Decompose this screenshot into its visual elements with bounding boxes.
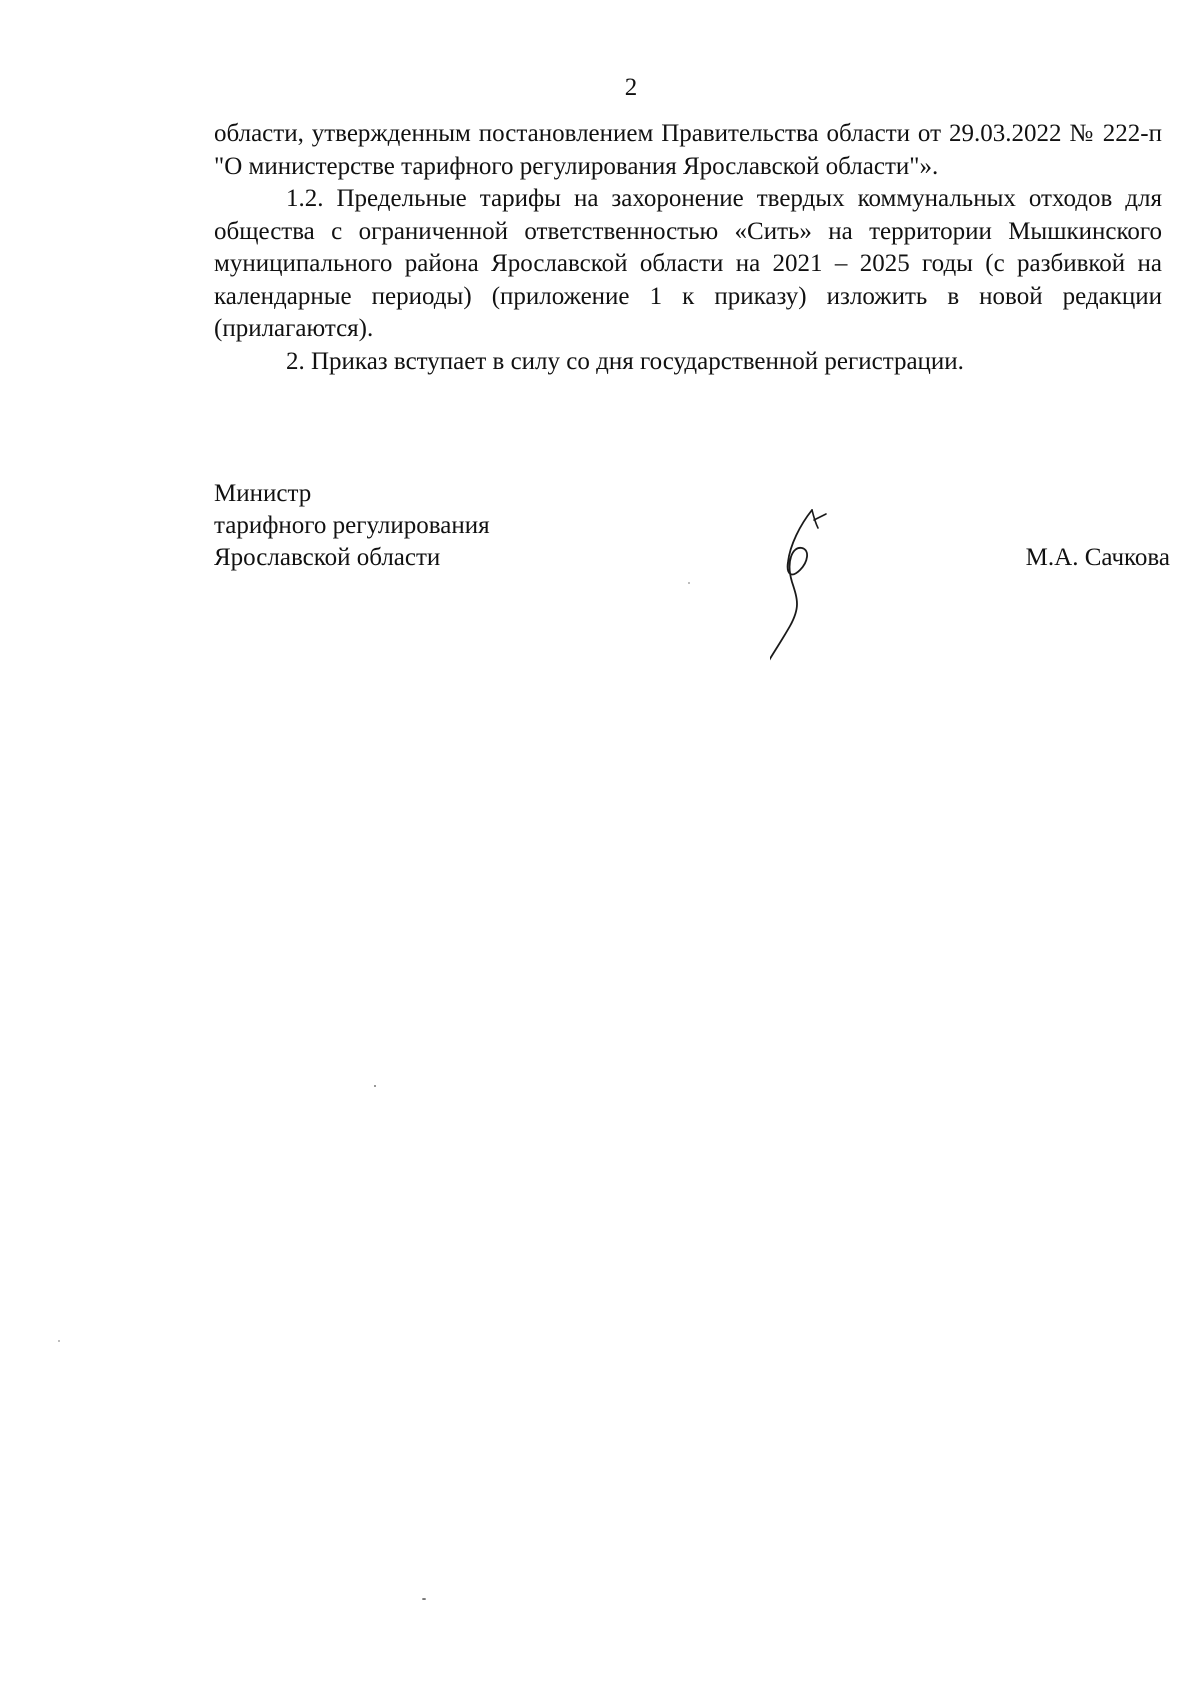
- handwritten-signature: [770, 500, 890, 670]
- paragraph-continuation: области, утвержденным постановлением Правительства области от 29.03.2022 № 222-п "О министерстве тарифного регулирования Ярославской области"».: [214, 120, 1162, 180]
- scan-speck: [422, 1598, 426, 1600]
- paragraph-clause-2: 2. Приказ вступает в силу со дня государственной регистрации.: [286, 347, 964, 375]
- scan-speck: [688, 582, 690, 584]
- position-line: Ярославской области: [214, 544, 441, 571]
- scan-speck: [374, 1085, 376, 1087]
- signature-stroke: [812, 510, 826, 528]
- signatory-position: [214, 478, 490, 574]
- position-line: тарифного регулирования: [214, 512, 490, 539]
- signer-name: М.А. Сачкова: [1025, 544, 1170, 571]
- paragraph-clause-1-2: 1.2. Предельные тарифы на захоронение твердых коммунальных отходов для общества с ограниченной ответственностью «Сить» на территории Мышкинского муниципального района Ярославской области на 2021 – 2025 годы (с разбивкой на календарные периоды) (приложение 1 к приказу) изложить в новой редакции (прилагаются).: [214, 185, 1162, 342]
- page-number: 2: [624, 74, 638, 101]
- signature-stroke: [770, 510, 812, 662]
- document-body: [214, 118, 1162, 378]
- scan-speck: [58, 1340, 60, 1342]
- position-line: Министр: [214, 480, 312, 507]
